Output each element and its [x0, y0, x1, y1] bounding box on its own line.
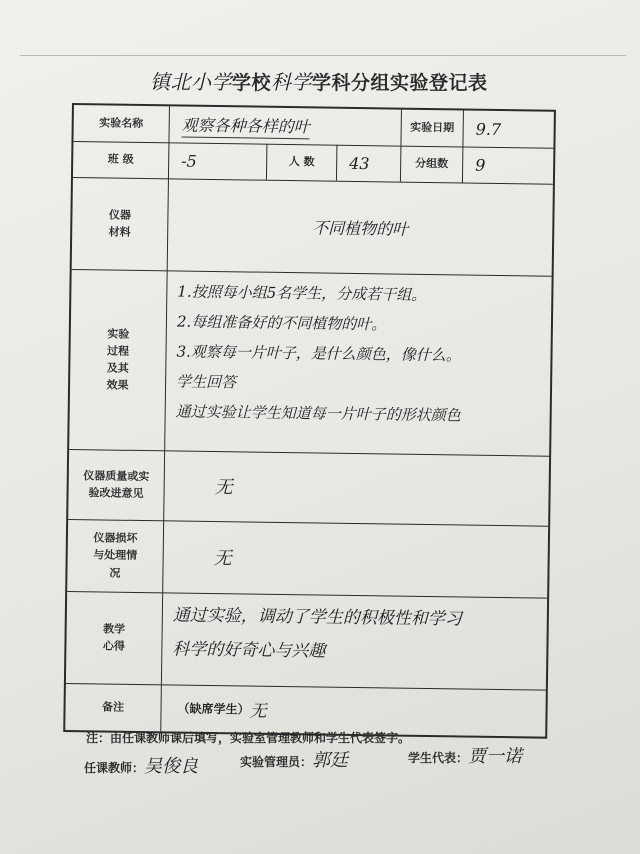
- teaching-label: 教学心得: [66, 591, 163, 684]
- paper-fold-line: [20, 55, 626, 56]
- teacher-signature: [84, 752, 198, 778]
- process-line: 通过实验让学生知道每一片叶子的形状颜色: [175, 402, 461, 425]
- subject-handwritten: 科学: [271, 70, 313, 94]
- process-line: 3.观察每一片叶子，是什么颜色，像什么。: [176, 342, 461, 365]
- remarks-label: 备注: [65, 683, 162, 731]
- teacher-signature-value: 吴俊良: [144, 756, 199, 777]
- process-text: [165, 270, 551, 455]
- teaching-line: 科学的好奇心与兴趣: [172, 639, 326, 662]
- manager-label: 实验管理员：: [240, 755, 313, 769]
- school-suffix: 学校: [232, 72, 272, 94]
- process-line: 1.按照每小组5名学生，分成若干组。: [177, 282, 427, 304]
- materials-value: 不同植物的叶: [312, 217, 409, 239]
- damage-label: 仪器损坏与处理情况: [67, 519, 164, 592]
- title-text: 学科分组实验登记表: [312, 72, 488, 94]
- quality-value: 无: [214, 477, 233, 499]
- row-process: [69, 269, 551, 457]
- experiment-name-value: 观察各种各样的叶: [182, 112, 310, 139]
- materials-label: 仪器材料: [72, 177, 169, 270]
- count-value: 43: [349, 153, 370, 173]
- process-label: 实验过程及其效果: [69, 269, 168, 450]
- row-damage: [67, 519, 548, 599]
- student-label: 学生代表：: [408, 751, 469, 765]
- form-title: [150, 66, 550, 96]
- class-label: 班 级: [73, 141, 169, 178]
- teaching-text: [162, 592, 547, 689]
- manager-signature-value: 郭廷: [312, 750, 349, 771]
- student-signature-value: 贾一诺: [468, 746, 523, 767]
- groups-label: 分组数: [401, 146, 463, 183]
- groups-value: 9: [475, 155, 486, 175]
- quality-label: 仪器质量或实验改进意见: [68, 449, 165, 520]
- count-label: 人 数: [267, 144, 337, 181]
- process-line: 2.每组准备好的不同植物的叶。: [176, 312, 387, 334]
- experiment-date-label: 实验日期: [401, 110, 463, 147]
- absent-students-label: （缺席学生）: [177, 701, 250, 717]
- class-value: -5: [181, 151, 197, 171]
- manager-signature: [240, 746, 348, 772]
- teacher-label: 任课教师：: [84, 761, 145, 775]
- experiment-date-value: 9.7: [475, 119, 502, 139]
- signature-row: [80, 746, 600, 786]
- experiment-register-table: [63, 103, 556, 739]
- experiment-name-label: 实验名称: [73, 105, 169, 142]
- row-materials: [72, 177, 553, 277]
- row-quality: [68, 449, 549, 527]
- process-line: 学生回答: [175, 372, 237, 392]
- row-teaching: [66, 591, 547, 691]
- footer-note: 注：由任课教师课后填写，实验室管理教师和学生代表签字。: [86, 731, 411, 745]
- school-name-handwritten: 镇北小学: [150, 70, 232, 94]
- teaching-line: 通过实验，调动了学生的积极性和学习: [172, 605, 462, 630]
- absent-students-value: 无: [249, 701, 267, 722]
- student-signature: [408, 742, 522, 768]
- damage-value: 无: [213, 548, 232, 570]
